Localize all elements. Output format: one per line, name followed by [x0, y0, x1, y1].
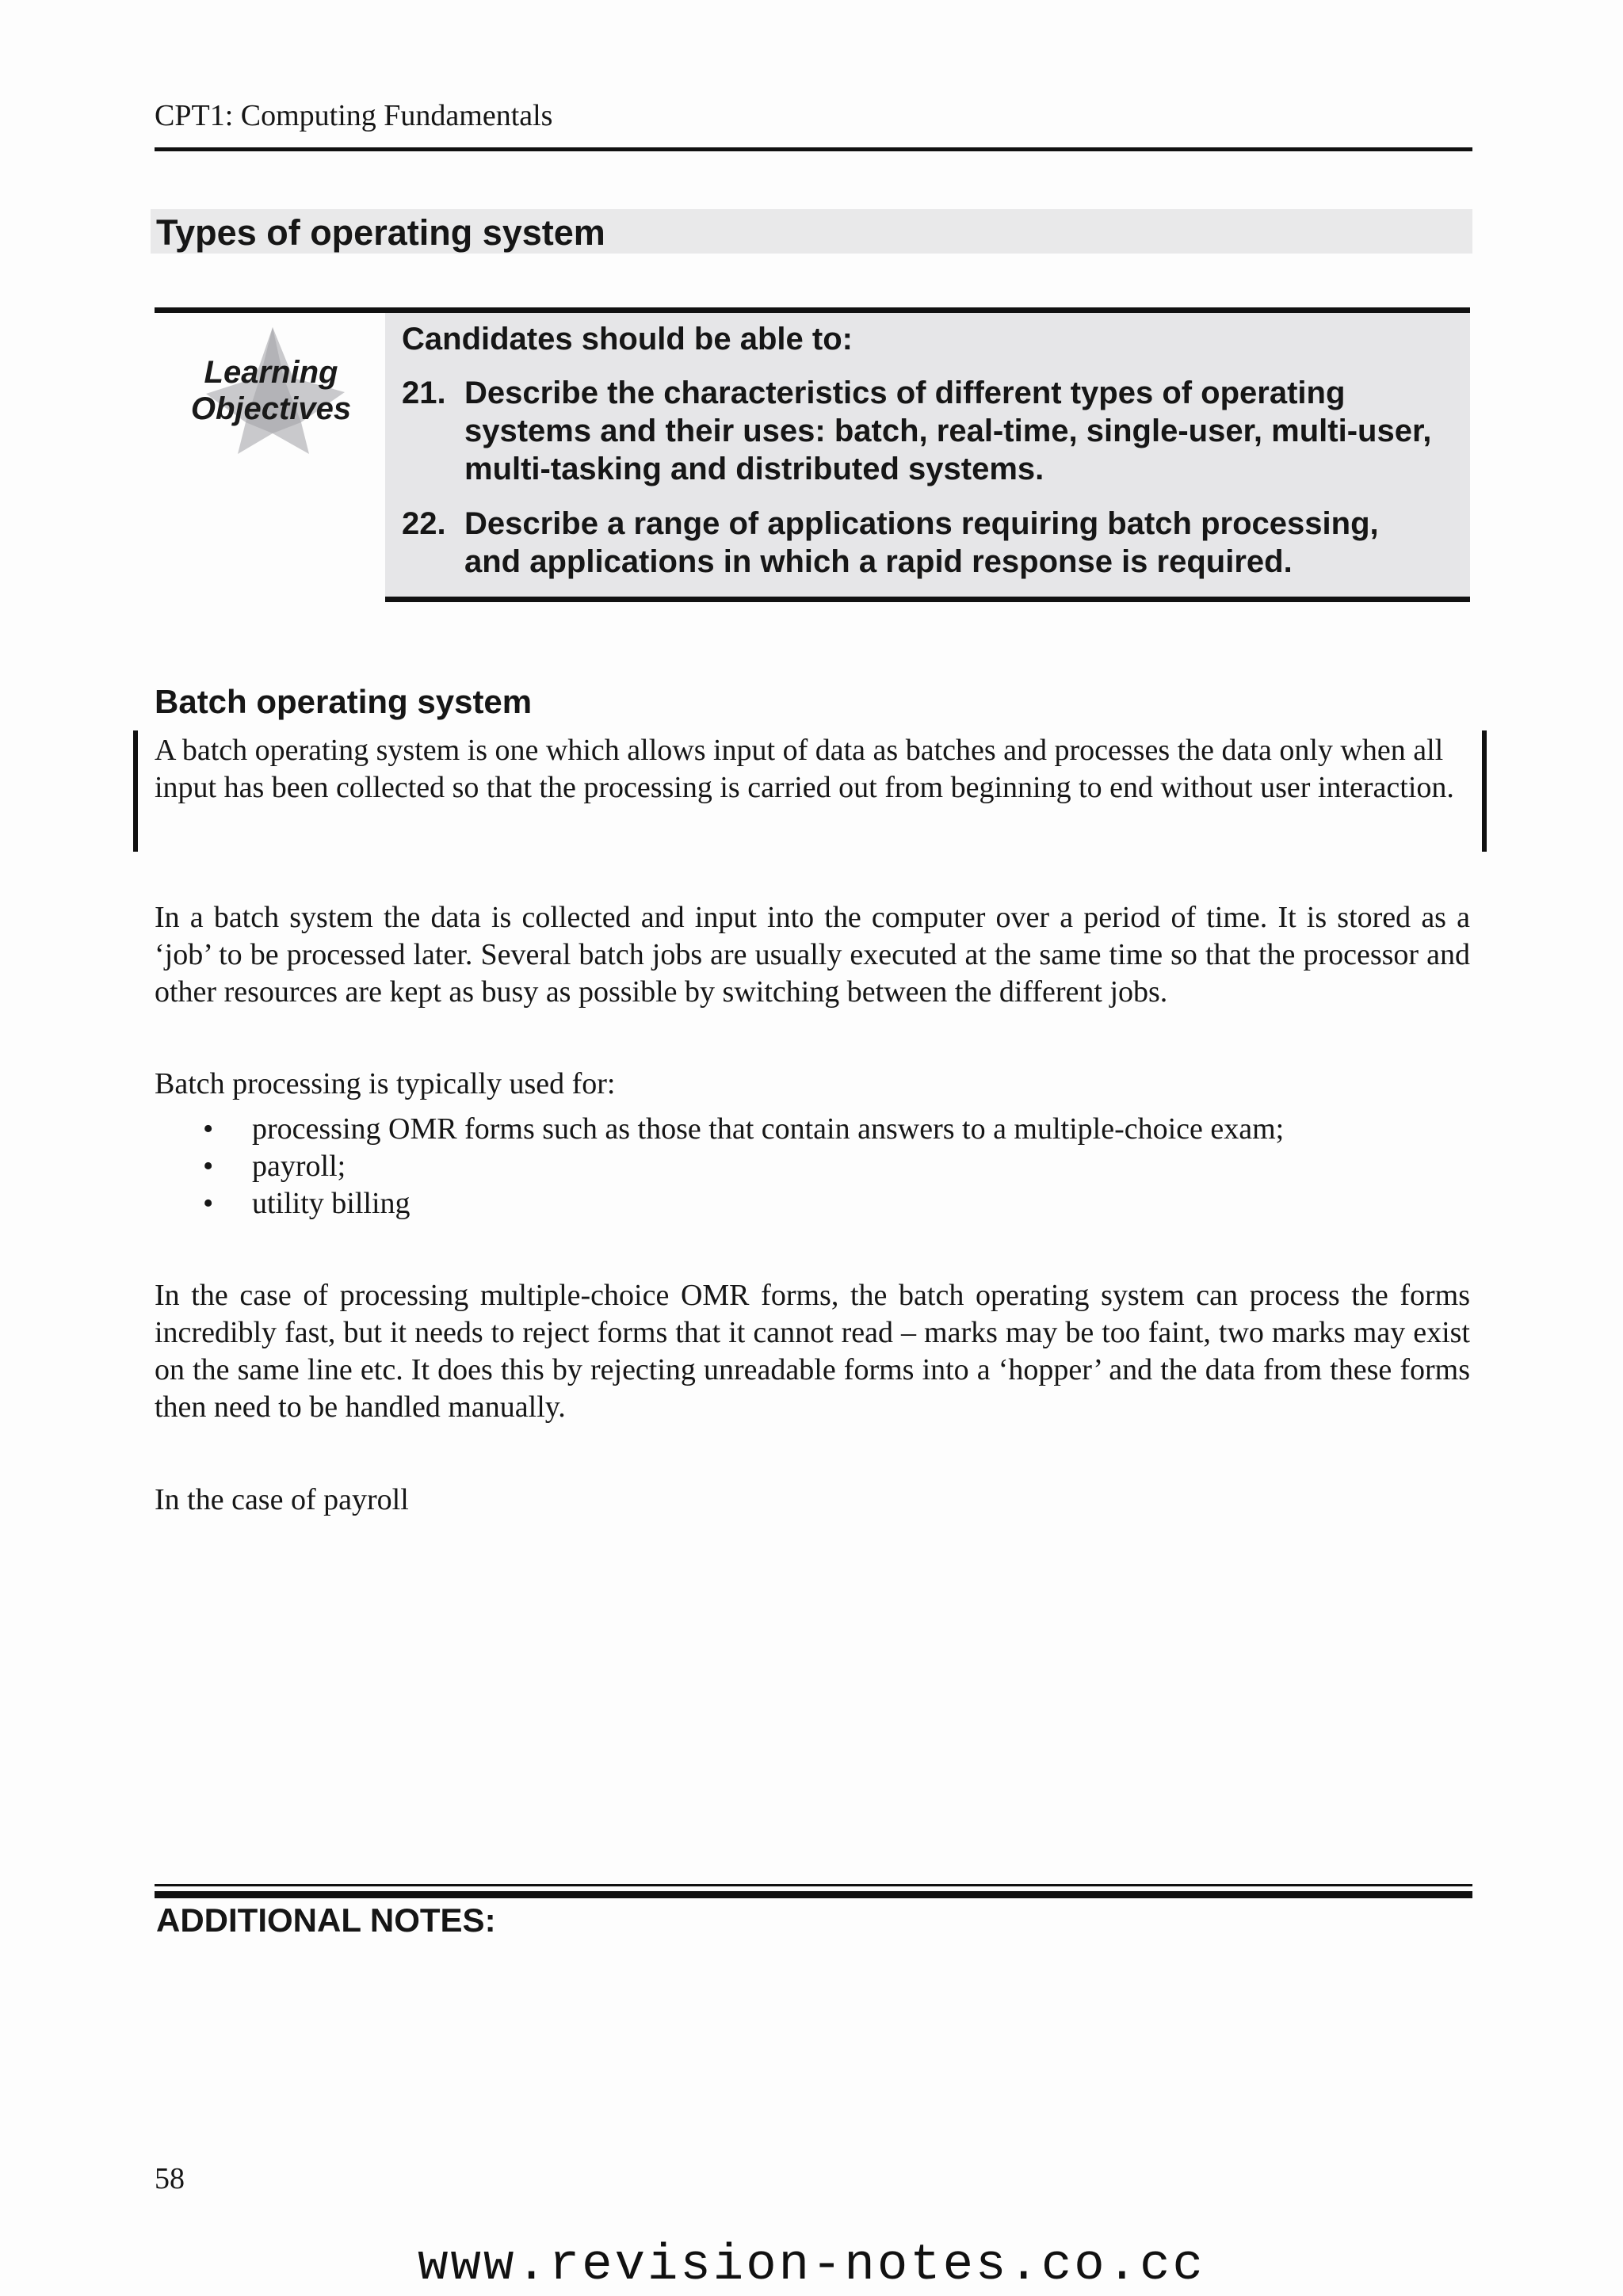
list-item — [203, 1148, 1284, 1185]
list-item — [203, 1111, 1284, 1148]
list-item-text: processing OMR forms such as those that contain answers to a multiple-choice exam; — [252, 1112, 1285, 1146]
objectives-heading: Candidates should be able to: — [402, 322, 853, 357]
body-paragraph: In the case of processing multiple-choice OMR forms, the batch operating system can process the forms incredibly fast, but it needs to reject forms that it cannot read – marks may be too faint, two marks may exist on the same line etc. It does this by rejecting unreadable forms into a ‘hopper’ and the data from these forms then need to be handled manually. — [155, 1279, 1470, 1424]
page-number: 58 — [155, 2162, 185, 2195]
list-item-text: utility billing — [252, 1187, 411, 1220]
running-header: CPT1: Computing Fundamentals — [155, 99, 553, 132]
definition-bar-right — [1482, 730, 1487, 852]
objective-number: 21. — [402, 376, 446, 410]
learning-objectives-logo — [182, 321, 372, 456]
body-paragraph: In the case of payroll — [155, 1483, 409, 1516]
notes-heading: ADDITIONAL NOTES: — [156, 1901, 496, 1939]
list-item-text: payroll; — [252, 1150, 346, 1183]
objectives-bottom-rule — [385, 597, 1470, 602]
objective-item — [402, 505, 1432, 581]
objectives-top-rule — [155, 307, 1470, 313]
bullet-icon: • — [203, 1150, 214, 1183]
objective-item — [402, 374, 1432, 488]
list-intro: Batch processing is typically used for: — [155, 1067, 616, 1100]
notes-rule-thick — [155, 1891, 1472, 1898]
objective-text: Describe the characteristics of different types of operating systems and their uses: batch, real-time, single-user, multi-user, multi-tasking and distributed systems. — [464, 376, 1432, 486]
footer-url: www.revision-notes.co.cc — [418, 2237, 1205, 2294]
bullet-list — [203, 1111, 1284, 1222]
definition-bar-left — [133, 730, 138, 852]
objective-text: Describe a range of applications requiring batch processing, and applications in which a rapid response is required. — [464, 506, 1379, 579]
header-rule — [155, 147, 1472, 151]
subsection-heading: Batch operating system — [155, 683, 533, 720]
list-item — [203, 1185, 1284, 1222]
body-paragraph: In a batch system the data is collected and input into the computer over a period of time. It is stored as a ‘job’ to be processed later. Several batch jobs are usually executed at the same time so that the processor and other resources are kept as busy as possible by switching between the different jobs. — [155, 901, 1470, 1009]
logo-word-learning: Learning — [204, 355, 338, 390]
definition-paragraph: A batch operating system is one which allows input of data as batches and processes the data only when all input has been collected so that the processing is carried out from beginning to end without user interaction. — [155, 734, 1454, 804]
bullet-icon: • — [203, 1112, 214, 1146]
notes-rule-thin — [155, 1884, 1472, 1886]
section-title: Types of operating system — [156, 212, 605, 253]
logo-word-objectives: Objectives — [190, 391, 352, 426]
bullet-icon: • — [203, 1187, 214, 1220]
objective-number: 22. — [402, 506, 446, 541]
